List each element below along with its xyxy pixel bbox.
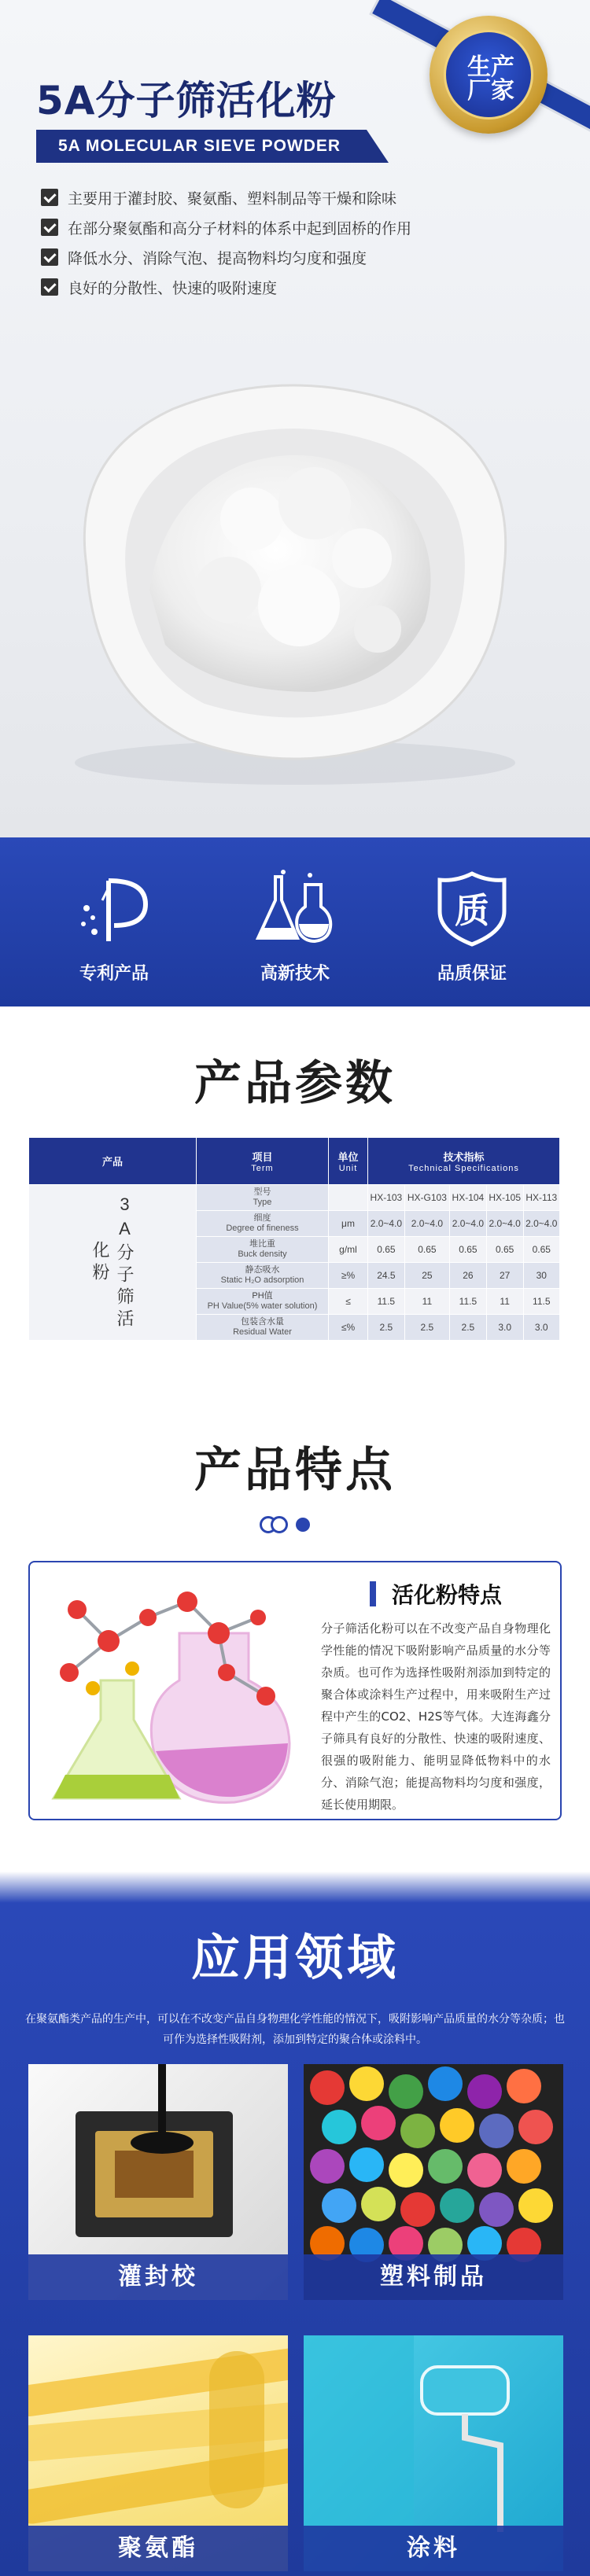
table-header-row xyxy=(29,1138,560,1185)
params-heading: 产品参数 xyxy=(194,1056,396,1111)
plastic-beads-image xyxy=(304,2064,563,2269)
product-title: 5A分子筛活化粉 xyxy=(36,78,337,123)
applications-description: 在聚氨酯类产品的生产中，可以在不改变产品自身物理化学性能的情况下，吸附影响产品质量的水分等杂质；也可作为选择性吸附剂，添加到特定的聚合体或涂料中。 xyxy=(25,2013,565,2046)
potting-image xyxy=(28,2064,288,2269)
advantage-patent xyxy=(43,869,185,984)
patent-icon xyxy=(71,869,157,948)
product-name-cell: 3A分子筛活化粉 xyxy=(29,1185,197,1341)
header-term: 项目 Term xyxy=(197,1138,329,1185)
check-icon xyxy=(41,278,58,296)
application-tile-polyurethane[interactable] xyxy=(28,2335,288,2571)
table-row: 包装含水量 Residual Water ≤% 2.5 2.5 2.5 3.0 3.0 xyxy=(29,1315,560,1341)
table-row: PH值 PH Value(5% water solution) ≤ 11.5 11 11.5 11 11.5 xyxy=(29,1289,560,1315)
check-icon xyxy=(41,248,58,266)
feature-item: 在部分聚氨酯和高分子材料的体系中起到固桥的作用 xyxy=(41,212,411,242)
product-subtitle: 5A MOLECULAR SIEVE POWDER xyxy=(36,130,367,163)
carousel-dots xyxy=(260,1516,310,1533)
molecule-flask-illustration xyxy=(38,1586,305,1814)
paint-roller-image xyxy=(304,2335,563,2540)
tile-label: 涂料 xyxy=(304,2526,563,2571)
advantage-label: 高新技术 xyxy=(260,964,330,984)
spec-table xyxy=(28,1137,560,1341)
features-heading: 产品特点 xyxy=(194,1443,396,1498)
tile-label: 塑料制品 xyxy=(304,2254,563,2300)
check-icon xyxy=(41,189,58,206)
dot-active[interactable] xyxy=(296,1518,310,1532)
advantage-tech xyxy=(224,869,366,984)
hero-section xyxy=(0,0,590,837)
tile-label: 聚氨酯 xyxy=(28,2526,288,2571)
advantage-label: 品质保证 xyxy=(437,964,507,984)
application-tile-plastic[interactable] xyxy=(304,2064,563,2300)
advantage-quality xyxy=(401,869,543,984)
quality-shield-icon xyxy=(429,869,515,948)
application-tile-potting[interactable] xyxy=(28,2064,288,2300)
card-body: 分子筛活化粉可以在不改变产品自身物理化学性能的情况下吸附影响产品质量的水分等杂质。也可作为选择性吸附剂添加到特定的聚合体或涂料生产过程中，用来吸附生产过程中产生的CO2、H2S等气体。大连海鑫分子筛具有良好的分散性、快速的吸附速度、很强的吸附能力、能明显降低物料中的水分、消除气泡；能提高物料均匀度和强度，延长使用期限。 xyxy=(321,1621,551,1812)
header-product: 产品 xyxy=(29,1138,197,1185)
feature-item: 主要用于灌封胶、聚氨酯、塑料制品等干燥和除味 xyxy=(41,182,411,212)
table-row: 静态吸水 Static H₂O adsorption ≥% 24.5 25 26 27 30 xyxy=(29,1263,560,1289)
application-tile-coating[interactable] xyxy=(304,2335,563,2571)
feature-list xyxy=(41,182,411,302)
powder-bowl-image xyxy=(55,354,535,794)
header-spec: 技术指标 Technical Specifications xyxy=(368,1138,560,1185)
tile-label: 灌封校 xyxy=(28,2254,288,2300)
polyurethane-rods-image xyxy=(28,2335,288,2540)
flask-icon xyxy=(252,869,338,948)
check-icon xyxy=(41,219,58,236)
dot-outline[interactable] xyxy=(271,1516,288,1533)
applications-heading: 应用领域 xyxy=(190,1929,399,1986)
feature-item: 降低水分、消除气泡、提高物料均匀度和强度 xyxy=(41,242,411,272)
advantage-label: 专利产品 xyxy=(79,964,149,984)
manufacturer-badge xyxy=(430,16,548,134)
feature-card xyxy=(28,1561,562,1820)
table-row: 细度 Degree of fineness μm 2.0~4.0 2.0~4.0 2.0~4.0 2.0~4.0 2.0~4.0 xyxy=(29,1211,560,1237)
advantage-band xyxy=(0,837,590,1006)
table-row: 3A分子筛活化粉 型号 Type HX-103 HX-G103 HX-104 HX-105 HX-113 xyxy=(29,1185,560,1211)
quality-char: 质 xyxy=(455,891,489,931)
badge-text: 生产厂家 xyxy=(467,53,514,105)
table-row: 堆比重 Buck density g/ml 0.65 0.65 0.65 0.65 0.65 xyxy=(29,1237,560,1263)
header-unit: 单位 Unit xyxy=(329,1138,368,1185)
feature-item: 良好的分散性、快速的吸附速度 xyxy=(41,272,411,302)
card-title: 活化粉特点 xyxy=(392,1578,502,1610)
